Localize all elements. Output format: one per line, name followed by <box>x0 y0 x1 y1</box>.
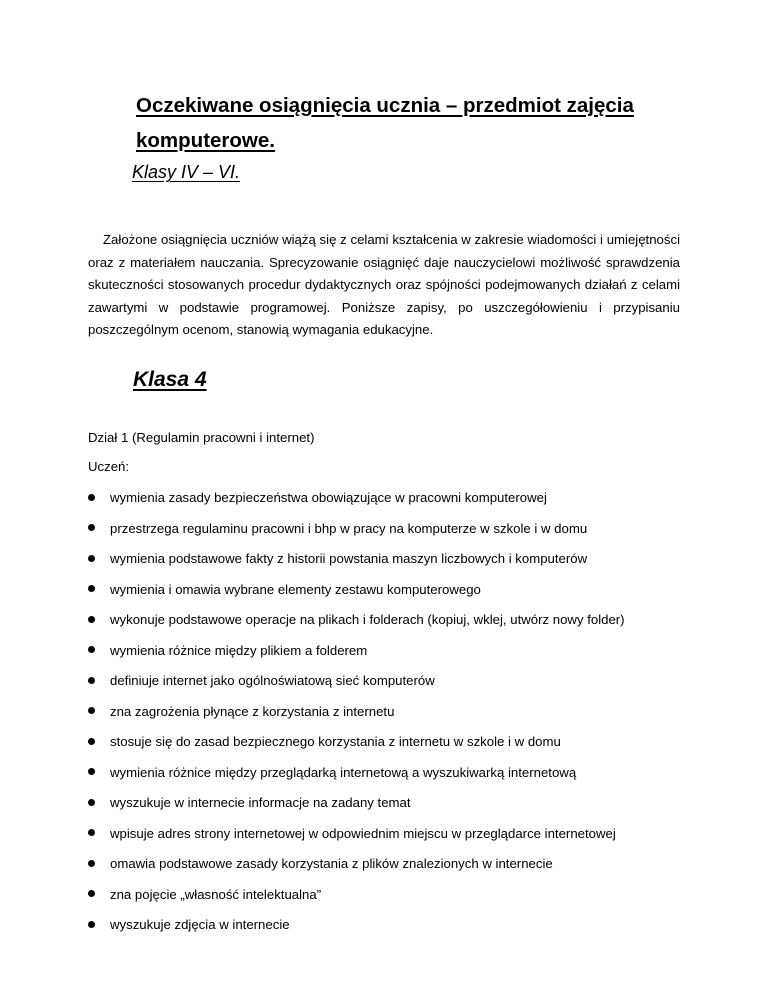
list-item-text: definiuje internet jako ogólnoświatową sieć komputerów <box>110 673 435 688</box>
list-item <box>88 582 718 613</box>
list-item-text: wykonuje podstawowe operacje na plikach i folderach (kopiuj, wklej, utwórz nowy folder) <box>110 612 625 627</box>
requirements-list <box>88 490 718 948</box>
list-item-text: zna pojęcie „własność intelektualna” <box>110 886 322 902</box>
page-subtitle: Klasy IV – VI. <box>132 162 241 182</box>
list-item-text: omawia podstawowe zasady korzystania z plików znalezionych w internecie <box>110 856 553 871</box>
bullet-icon <box>88 921 95 928</box>
bullet-icon <box>88 890 95 897</box>
list-item <box>88 490 718 521</box>
bullet-icon <box>88 555 95 562</box>
list-item-text: wymienia różnice między przeglądarką internetową a wyszukiwarką internetową <box>110 764 577 780</box>
intro-paragraph: Założone osiągnięcia uczniów wiążą się z celami kształcenia w zakresie wiadomości i umiejętności oraz z materiałem nauczania. Sprecyzowanie osiągnięć daje nauczycielowi możliwość sprawdzenia skuteczności stosowanych procedur dydaktycznych oraz spójności podejmowanych działań z celami zawartymi w podstawie programowej. Poniższe zapisy, po uszczegółowieniu i przypisaniu poszczególnym ocenom, stanowią wymagania edukacyjne. <box>88 232 680 338</box>
list-item-text: wymienia i omawia wybrane elementy zestawu komputerowego <box>110 581 481 597</box>
section-heading: Klasa 4 <box>133 368 207 391</box>
list-item <box>88 887 718 918</box>
list-item-text: stosuje się do zasad bezpiecznego korzystania z internetu w szkole i w domu <box>110 734 561 749</box>
bullet-icon <box>88 707 95 714</box>
list-item-text: wpisuje adres strony internetowej w odpowiednim miejscu w przeglądarce internetowej <box>110 825 616 841</box>
bullet-icon <box>88 768 95 775</box>
list-item-text: wyszukuje w internecie informacje na zadany temat <box>110 795 411 810</box>
list-item-text: wyszukuje zdjęcia w internecie <box>110 917 290 932</box>
list-item <box>88 612 718 643</box>
student-label: Uczeń: <box>88 459 130 474</box>
list-item <box>88 704 718 735</box>
page-title: Oczekiwane osiągnięcia ucznia – przedmiot zajęcia komputerowe. <box>136 94 634 152</box>
list-item <box>88 826 718 857</box>
list-item <box>88 734 718 765</box>
list-item <box>88 795 718 826</box>
list-item <box>88 856 718 887</box>
list-item <box>88 917 718 948</box>
bullet-icon <box>88 524 95 531</box>
list-item <box>88 765 718 796</box>
bullet-icon <box>88 616 95 623</box>
list-item-text: wymienia podstawowe fakty z historii powstania maszyn liczbowych i komputerów <box>110 551 588 566</box>
bullet-icon <box>88 585 95 592</box>
list-item-text: wymienia zasady bezpieczeństwa obowiązujące w pracowni komputerowej <box>110 490 547 505</box>
list-item-text: zna zagrożenia płynące z korzystania z internetu <box>110 703 395 719</box>
bullet-icon <box>88 677 95 684</box>
bullet-icon <box>88 799 95 806</box>
bullet-icon <box>88 646 95 653</box>
list-item <box>88 643 718 674</box>
bullet-icon <box>88 829 95 836</box>
list-item-text: wymienia różnice między plikiem a folderem <box>110 642 368 658</box>
bullet-icon <box>88 738 95 745</box>
list-item <box>88 551 718 582</box>
list-item-text: przestrzega regulaminu pracowni i bhp w pracy na komputerze w szkole i w domu <box>110 520 588 536</box>
list-item <box>88 521 718 552</box>
section-label: Dział 1 (Regulamin pracowni i internet) <box>88 430 315 445</box>
list-item <box>88 673 718 704</box>
bullet-icon <box>88 860 95 867</box>
bullet-icon <box>88 494 95 501</box>
